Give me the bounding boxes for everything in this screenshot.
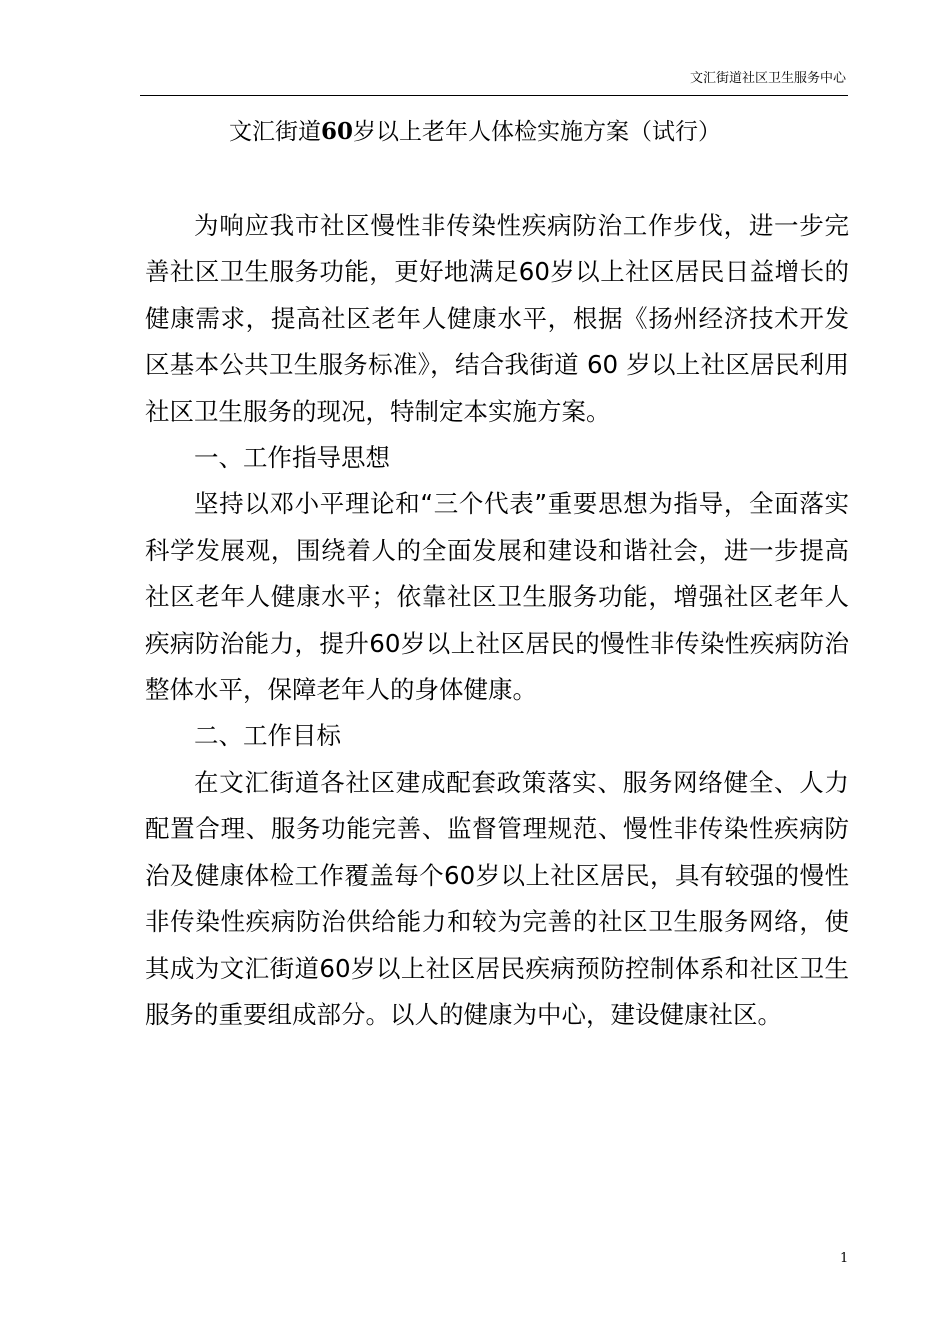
work-goals-paragraph: 在文汇街道各社区建成配套政策落实、服务网络健全、人力配置合理、服务功能完善、监督管理规范、慢性非传染性疾病防治及健康体检工作覆盖每个60岁以上社区居民，具有较强的慢性非传染性疾病防治供给能力和较为完善的社区卫生服务网络，使其成为文汇街道60岁以上社区居民疾病预防控制体系和社区卫生服务的重要组成部分。以人的健康为中心，建设健康社区。 xyxy=(145,767,849,1029)
document-body xyxy=(145,203,849,1038)
title-suffix: 岁以上老年人体检实施方案（试行） xyxy=(353,119,721,145)
title-age-number: 60 xyxy=(320,118,353,145)
header-divider xyxy=(140,95,848,96)
section-heading-guiding-ideology: 一、工作指导思想 xyxy=(194,443,390,473)
intro-paragraph: 为响应我市社区慢性非传染性疾病防治工作步伐，进一步完善社区卫生服务功能，更好地满足60岁以上社区居民日益增长的健康需求，提高社区老年人健康水平，根据《扬州经济技术开发区基本公共卫生服务标准》，结合我街道 60 岁以上社区居民利用社区卫生服务的现况，特制定本实施方案。 xyxy=(145,211,849,426)
guiding-ideology-paragraph: 坚持以邓小平理论和“三个代表”重要思想为指导，全面落实科学发展观，围绕着人的全面发展和建设和谐社会，进一步提高社区老年人健康水平；依靠社区卫生服务功能，增强社区老年人疾病防治能力，提升60岁以上社区居民的慢性非传染性疾病防治整体水平，保障老年人的身体健康。 xyxy=(145,489,849,705)
running-header: 文汇街道社区卫生服务中心 xyxy=(689,71,846,86)
title-prefix: 文汇街道 xyxy=(228,119,321,145)
page-number: 1 xyxy=(840,1251,849,1266)
section-heading-work-goals: 二、工作目标 xyxy=(194,721,341,751)
document-title xyxy=(0,115,950,149)
